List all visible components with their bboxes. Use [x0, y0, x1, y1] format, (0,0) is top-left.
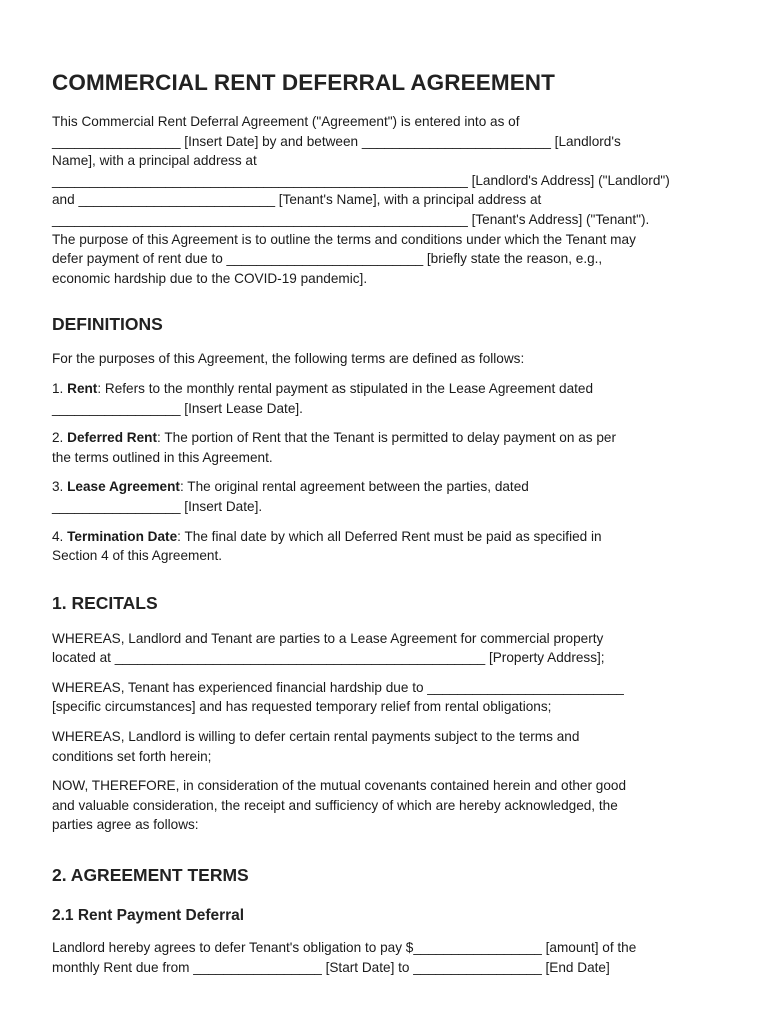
intro-line: economic hardship due to the COVID-19 pandemic]. — [52, 270, 368, 286]
definition-item-rent — [52, 379, 718, 418]
definitions-heading: DEFINITIONS — [52, 314, 163, 335]
intro-line: and __________________________ [Tenant's Name], with a principal address at — [52, 192, 542, 208]
definition-text: : The original rental agreement between the parties, dated — [179, 479, 529, 495]
definition-number: 2. — [52, 430, 64, 446]
recital-line: parties agree as follows: — [52, 817, 199, 833]
definition-text: : The final date by which all Deferred Rent must be paid as specified in — [177, 528, 602, 544]
deferral-line: monthly Rent due from _________________ [Start Date] to _________________ [End Date] — [52, 959, 610, 975]
recital-line: WHEREAS, Landlord and Tenant are parties to a Lease Agreement for commercial property — [52, 630, 604, 646]
intro-line: _________________ [Insert Date] by and between _________________________ [Landlord's — [52, 133, 621, 149]
definition-number: 1. — [52, 380, 64, 396]
recitals-heading: 1. RECITALS — [52, 592, 158, 613]
definition-item-lease-agreement — [52, 477, 718, 516]
rent-payment-deferral-paragraph — [52, 938, 718, 977]
recital-paragraph — [52, 629, 718, 668]
recital-line: WHEREAS, Tenant has experienced financial hardship due to __________________________ — [52, 679, 624, 695]
definition-text: : The portion of Rent that the Tenant is permitted to delay payment on as per — [157, 430, 616, 446]
recital-paragraph — [52, 727, 718, 766]
definition-text: Section 4 of this Agreement. — [52, 548, 223, 564]
definition-text: _________________ [Insert Lease Date]. — [52, 400, 303, 416]
definition-text: : Refers to the monthly rental payment as stipulated in the Lease Agreement dated — [97, 380, 594, 396]
recital-paragraph — [52, 776, 718, 835]
intro-line: _______________________________________________________ [Landlord's Address] ("Landlord") — [52, 172, 670, 188]
definition-term: Rent — [67, 380, 98, 396]
definition-number: 4. — [52, 528, 64, 544]
intro-line: defer payment of rent due to __________________________ [briefly state the reason, e.g., — [52, 251, 603, 267]
recital-paragraph — [52, 678, 718, 717]
recital-line: NOW, THEREFORE, in consideration of the mutual covenants contained herein and other good — [52, 778, 627, 794]
intro-line: _______________________________________________________ [Tenant's Address] ("Tenant"). — [52, 211, 650, 227]
recital-line: and valuable consideration, the receipt and sufficiency of which are hereby acknowledged, the — [52, 797, 618, 813]
definition-text: the terms outlined in this Agreement. — [52, 449, 273, 465]
intro-paragraph — [52, 112, 718, 288]
recital-line: conditions set forth herein; — [52, 748, 212, 764]
definition-text: _________________ [Insert Date]. — [52, 498, 263, 514]
intro-line: The purpose of this Agreement is to outline the terms and conditions under which the Tenant may — [52, 231, 636, 247]
intro-line: This Commercial Rent Deferral Agreement ("Agreement") is entered into as of — [52, 114, 520, 129]
definition-item-termination-date — [52, 527, 718, 566]
agreement-terms-heading: 2. AGREEMENT TERMS — [52, 865, 249, 886]
definition-number: 3. — [52, 479, 64, 495]
definitions-intro: For the purposes of this Agreement, the following terms are defined as follows: — [52, 351, 525, 367]
intro-line: Name], with a principal address at — [52, 153, 257, 169]
definition-term: Deferred Rent — [67, 430, 158, 446]
definition-term: Lease Agreement — [67, 479, 180, 495]
definition-item-deferred-rent — [52, 428, 718, 467]
document-title: COMMERCIAL RENT DEFERRAL AGREEMENT — [52, 70, 555, 95]
recital-line: WHEREAS, Landlord is willing to defer certain rental payments subject to the terms and — [52, 729, 580, 745]
recital-line: located at _________________________________________________ [Property Address]; — [52, 650, 605, 666]
deferral-line: Landlord hereby agrees to defer Tenant's obligation to pay $_________________ [amount] of the — [52, 940, 637, 956]
recital-line: [specific circumstances] and has requested temporary relief from rental obligations; — [52, 699, 552, 715]
definition-term: Termination Date — [67, 528, 178, 544]
rent-payment-deferral-heading: 2.1 Rent Payment Deferral — [52, 907, 245, 925]
